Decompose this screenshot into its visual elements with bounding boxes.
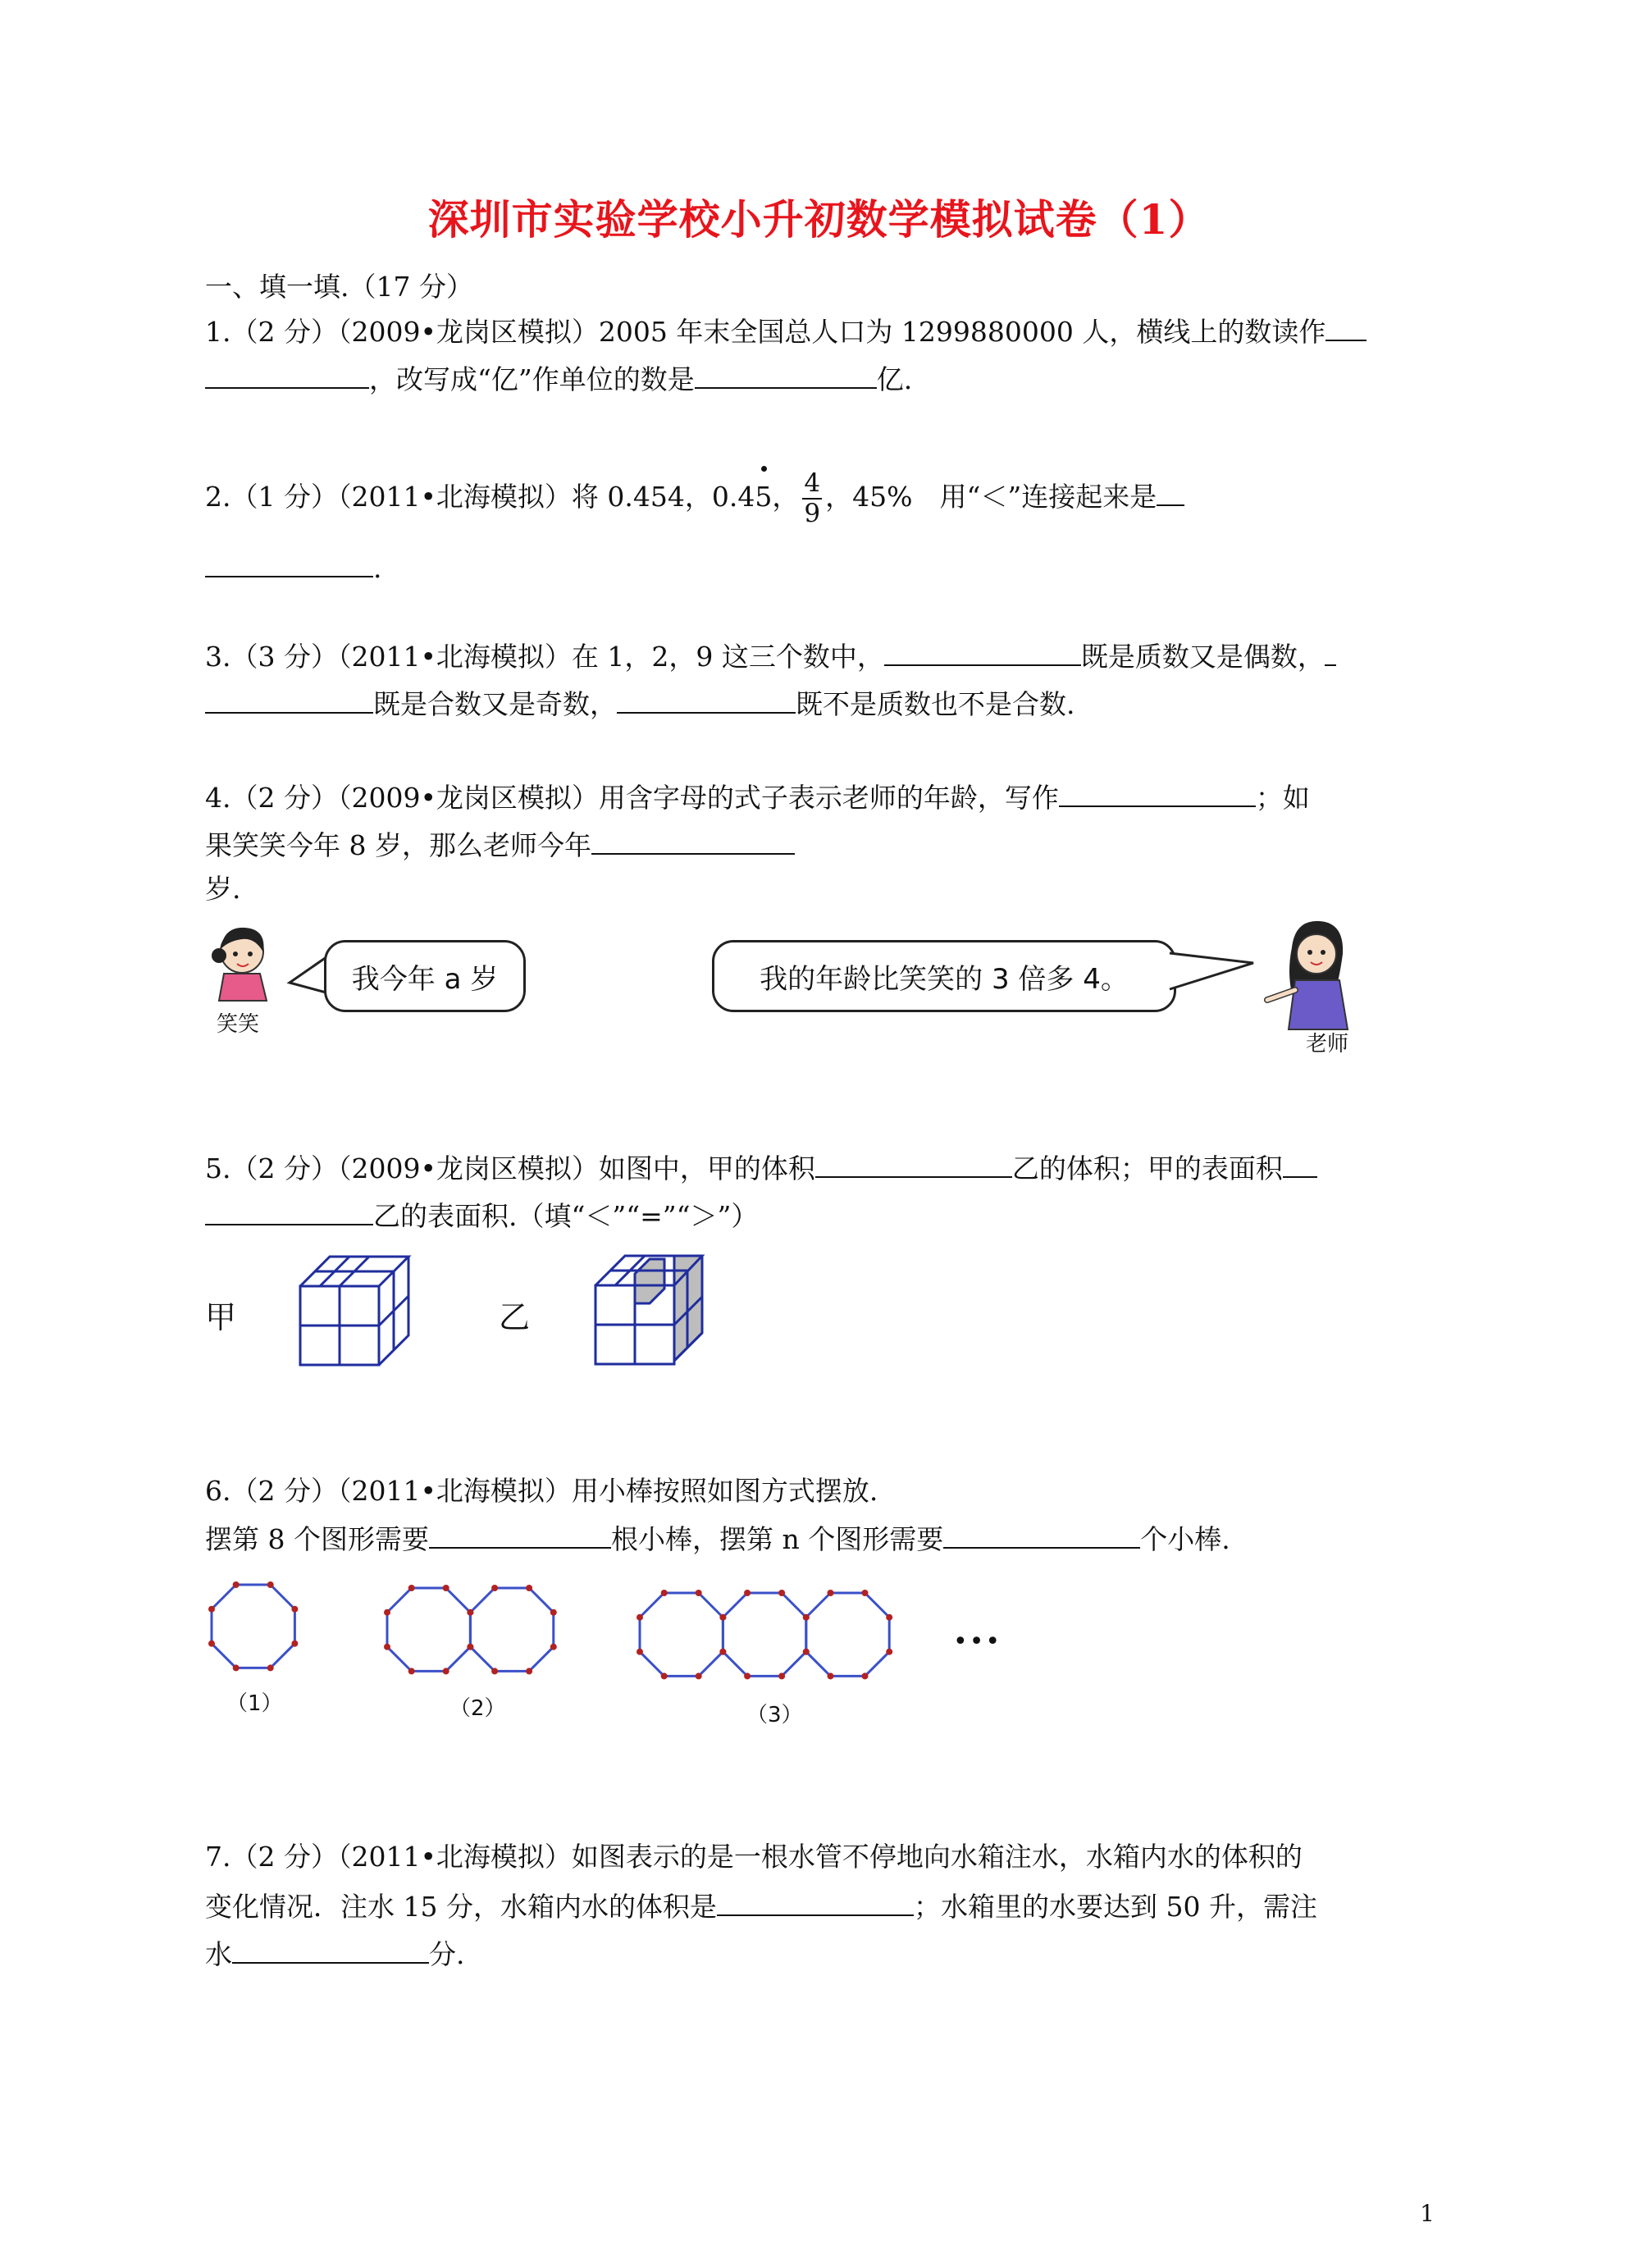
page-title: 深圳市实验学校小升初数学模拟试卷（1） [427,195,1211,244]
answer-blank[interactable] [205,359,369,389]
question-3-text-3: 既是合数又是奇数， [373,688,617,720]
question-4-text-3: 果笑笑今年 8 岁，那么老师今年 [205,829,591,861]
answer-blank[interactable] [815,1148,1012,1178]
question-1-text: 1.（2 分）（2009•龙岗区模拟）2005 年末全国总人口为 1299880000 人，横线上的数读作 [205,316,1326,348]
question-5-text-2: 乙的体积；甲的表面积 [1011,1152,1283,1184]
cube-figure-a [295,1248,427,1371]
octagon-figure-1-part-1 [212,1585,294,1668]
answer-blank[interactable] [884,637,1081,666]
fraction [802,468,822,528]
speech-bubble-left [324,940,526,1012]
figure-label-3: （3） [746,1703,803,1727]
question-5-text-3: 乙的表面积.（填“＜”“=”“＞”） [373,1200,759,1232]
stick-joint [408,1668,415,1674]
stick-joint [803,1649,810,1655]
question-7-text-2: ；水箱里的水要达到 50 升，需注 [913,1891,1317,1923]
girl-label: 笑笑 [217,1012,260,1037]
question-5-line-1 [205,1148,1317,1187]
answer-blank[interactable] [1325,637,1336,666]
question-7-line-3 [205,1934,465,1973]
answer-blank[interactable] [1283,1148,1317,1178]
question-6-text-2: 根小棒，摆第 n 个图形需要 [610,1523,944,1555]
stick-joint [778,1672,785,1679]
stick-joint [550,1609,557,1616]
teacher-label: 老师 [1306,1032,1349,1056]
stick-joint [384,1644,390,1650]
cube-figure-b [591,1243,714,1370]
stick-joint [233,1664,240,1671]
answer-blank[interactable] [591,825,795,855]
stick-joint [696,1590,702,1596]
stick-joint [636,1649,643,1655]
answer-blank[interactable] [717,1887,914,1916]
stick-joint [267,1664,274,1671]
answer-blank[interactable] [943,1519,1140,1549]
speech-bubble-tail-right [1165,935,1263,1017]
stick-joint [291,1641,298,1647]
question-4-line-1 [205,778,1310,816]
section-heading: 一、填一填.（17 分） [205,271,473,303]
stick-joint [208,1606,215,1613]
octagon-stick-figures [197,1575,1017,1739]
stick-joint [886,1649,892,1655]
question-2-text-2: ，45% 用“＜”连接起来是 [825,481,1157,513]
octagon-figure-3-part-2 [723,1593,805,1676]
stick-joint [467,1609,473,1616]
answer-blank[interactable] [695,359,877,389]
stick-joint [550,1644,557,1650]
octagon-figure-2-part-2 [470,1588,553,1671]
stick-joint [467,1644,473,1650]
question-7-text: 变化情况．注水 15 分，水箱内水的体积是 [205,1891,717,1923]
figure-label-1: （1） [226,1691,283,1716]
answer-blank[interactable] [1325,312,1367,341]
stick-joint [443,1668,449,1674]
question-2-end: . [373,552,382,584]
stick-joint [491,1668,498,1674]
fraction-numerator: 4 [804,468,821,498]
question-7-text-4: 分. [429,1938,465,1970]
question-3-line-1 [205,637,1336,675]
question-6-line-1: 6.（2 分）（2011•北海模拟）用小棒按照如图方式摆放. [205,1475,878,1507]
question-3-line-2 [205,684,1075,723]
answer-blank[interactable] [1157,477,1184,506]
stick-joint [526,1668,532,1674]
question-1-text-3: 亿. [876,363,913,395]
ellipsis: ••• [953,1627,1002,1656]
question-6-line-2 [205,1519,1230,1558]
question-5-line-2 [205,1196,758,1234]
stick-joint [696,1672,702,1679]
speech-bubble-left-text: 我今年 a 岁 [351,962,499,996]
separator: ， [772,481,800,513]
question-4-line-3: 岁. [205,873,241,905]
stick-joint [744,1672,751,1679]
stick-joint [636,1614,643,1621]
question-6-text-3: 个小棒. [1140,1523,1230,1555]
stick-joint [384,1609,390,1616]
question-2-line-1 [205,468,1184,528]
stick-joint [233,1581,240,1588]
answer-blank[interactable] [205,1196,373,1225]
question-1-line-2 [205,359,912,398]
stick-joint [861,1590,868,1596]
octagon-figure-3-part-3 [806,1593,889,1676]
speech-bubble-right-text: 我的年龄比笑笑的 3 倍多 4。 [760,962,1129,996]
answer-blank[interactable] [232,1934,429,1964]
speech-bubble-right [712,940,1176,1012]
answer-blank[interactable] [1059,778,1256,807]
answer-blank[interactable] [429,1519,611,1549]
question-2-line-2 [205,548,382,586]
page-number: 1 [1420,2200,1435,2227]
question-3-text-4: 既不是质数也不是合数. [796,688,1075,720]
stick-joint [886,1614,892,1621]
question-3-text-2: 既是质数又是偶数， [1080,641,1325,673]
stick-joint [827,1590,833,1596]
octagon-figure-2-part-1 [387,1588,470,1671]
stick-joint [526,1585,532,1591]
answer-blank[interactable] [205,684,373,714]
question-7-line-2 [205,1887,1317,1925]
question-4-line-2 [205,825,795,864]
stick-joint [719,1614,726,1621]
stick-joint [661,1672,668,1679]
stick-joint [491,1585,498,1591]
stick-joint [267,1581,274,1588]
stick-joint [661,1590,668,1596]
question-5-text: 5.（2 分）（2009•龙岗区模拟）如图中，甲的体积 [205,1152,815,1184]
answer-blank[interactable] [617,684,796,714]
stick-joint [208,1641,215,1647]
question-2-text: 2.（1 分）（2011•北海模拟）将 0.454，0.4 [205,481,755,513]
stick-joint [803,1614,810,1621]
cube-label-a: 甲 [205,1299,237,1335]
stick-joint [778,1590,785,1596]
recurring-digit: 5 [755,472,772,522]
cube-label-b: 乙 [499,1299,531,1335]
question-7-line-1: 7.（2 分）（2011•北海模拟）如图表示的是一根水管不停地向水箱注水，水箱内水的体积的 [205,1841,1303,1873]
stick-joint [408,1585,415,1591]
question-4-text-2: ；如 [1255,782,1310,814]
figure-label-2: （2） [449,1696,506,1721]
question-1-text-2: ，改写成“亿”作单位的数是 [369,363,695,395]
stick-joint [443,1585,449,1591]
question-4-text: 4.（2 分）（2009•龙岗区模拟）用含字母的式子表示老师的年龄，写作 [205,782,1059,814]
stick-joint [291,1606,298,1613]
question-3-text: 3.（3 分）（2011•北海模拟）在 1，2，9 这三个数中， [205,641,884,673]
answer-blank[interactable] [205,548,373,577]
fraction-denominator: 9 [804,499,821,528]
question-1-line-1 [205,312,1367,350]
stick-joint [827,1672,833,1679]
stick-joint [719,1649,726,1655]
octagon-figure-3-part-1 [640,1593,723,1676]
question-6-text: 摆第 8 个图形需要 [205,1523,429,1555]
stick-joint [744,1590,751,1596]
question-7-text-3: 水 [205,1938,232,1970]
stick-joint [861,1672,868,1679]
